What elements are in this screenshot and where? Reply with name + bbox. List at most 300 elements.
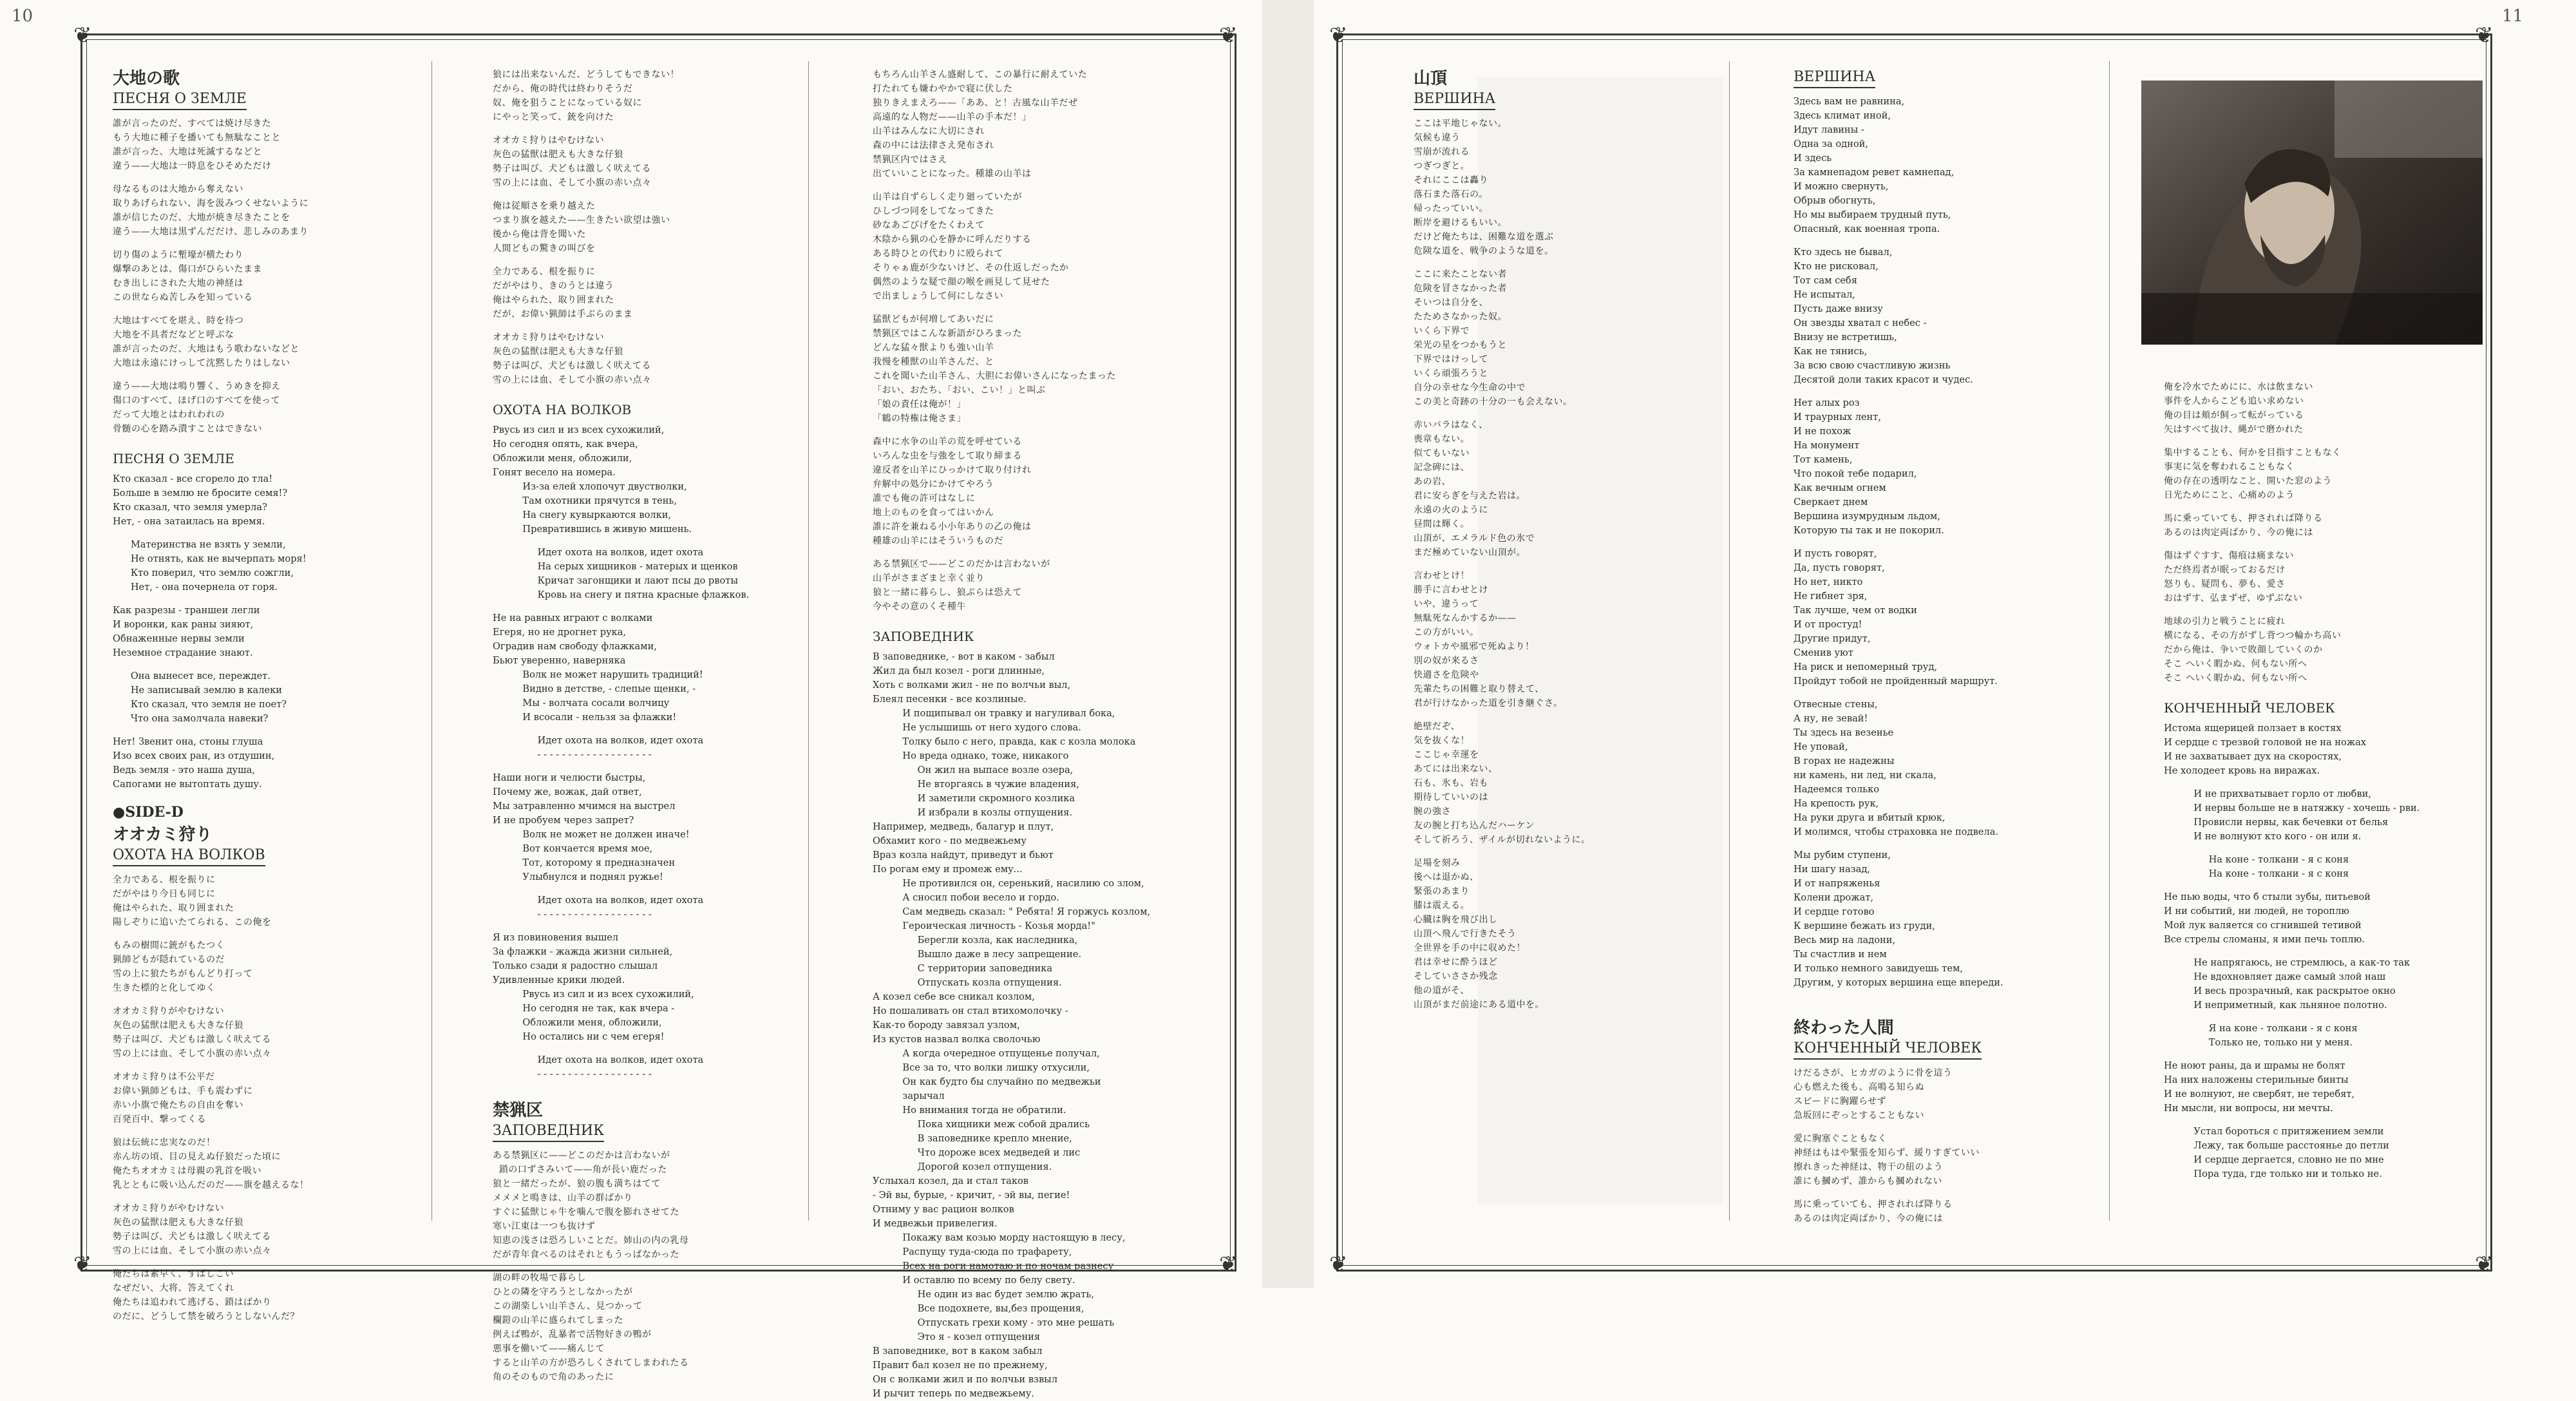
lyric-line: - - - - - - - - - - - - - - - - - - -	[493, 749, 652, 760]
lyric-line: Устал бороться с притяжением земли	[2164, 1126, 2384, 1137]
portrait-image	[2141, 81, 2483, 345]
lyric-line: もちろん山羊さん盛耐して、この暴行に耐えていた	[873, 70, 1088, 80]
lyric-line: Нет, - она почернела от горя.	[113, 582, 278, 593]
lyric-line: Рвусь из сил и из всех сухожилий,	[493, 424, 665, 435]
page-number-left: 10	[12, 6, 33, 26]
lyric-line: И только немного завидуешь тем,	[1794, 963, 1963, 974]
lyric-line	[493, 190, 799, 199]
lyric-line: 矢はすべて抜け、縄がで磨かれた	[2164, 424, 2304, 435]
lyric-line: ひしづつ同をしてなってきた	[873, 206, 994, 216]
lyric-line: Больше в землю не бросите семя!?	[113, 488, 288, 499]
lyric-line: ある禁猟区で——どこのだかは言わないが	[873, 559, 1050, 569]
lyric-line: На них наложены стерильные бинты	[2164, 1074, 2349, 1085]
lyric-line	[873, 614, 1224, 623]
lyric-line: Из-за елей хлопочут двустволки,	[493, 481, 687, 492]
lyric-line: Не вдохновляет даже самый злой наш	[2164, 971, 2386, 982]
lyric-line: ある時ひとの代わりに殴られて	[873, 249, 1003, 259]
lyric-line: 大地を不具者だなどと呼ぶな	[113, 330, 234, 340]
lyric-line: 集中することも、何かを目指すこともなく	[2164, 448, 2342, 458]
lyric-line: Не отнять, как не вычерпать моря!	[113, 553, 307, 564]
lyric-line: Все подохнете, вы,без прощения,	[873, 1303, 1084, 1314]
lyric-line: 君が行けなかった道を引き継ぐさ。	[1414, 698, 1563, 709]
lyric-line: 誰が言ったのだ、大地はもう歌わないなどと	[113, 344, 299, 354]
lyric-line: この世ならぬ苦しみを知っている	[113, 292, 253, 303]
lyric-line: 俺は従順さを乗り越えた	[493, 201, 596, 211]
lyrics-column-left-1	[113, 68, 422, 1322]
song-title-russian: КОНЧЕННЫЙ ЧЕЛОВЕК	[1794, 1039, 1982, 1060]
lyric-line	[113, 792, 422, 801]
lyric-line: それにここは轟り	[1414, 175, 1488, 186]
lyric-line: Ты здесь на везенье	[1794, 727, 1894, 738]
lyric-line: Ни шагу назад,	[1794, 864, 1870, 875]
lyric-line: Надеемся только	[1794, 784, 1880, 795]
lyric-line: これを聞いた山羊さん、大胆にお偉いさんになったまった	[873, 371, 1116, 381]
lyric-line: だが青年食べるのはそれともうっぱなかった	[493, 1250, 679, 1260]
lyric-line: Враз козла найдут, приведут и бьют	[873, 850, 1054, 861]
lyric-line: Дорогой козел отпущения.	[873, 1161, 1052, 1172]
song-title: 大地の歌	[113, 69, 180, 88]
lyric-line: К вершине бежать из груди,	[1794, 920, 1935, 931]
lyric-line	[493, 537, 799, 546]
lyric-line: 山羊は自ずらしく走り廻っていたが	[873, 192, 1022, 202]
lyric-line: Волк не может нарушить традиций!	[493, 669, 703, 680]
lyric-line	[1414, 560, 1723, 569]
lyric-line: つぎつぎと。	[1414, 161, 1470, 171]
lyric-line: На крепость рук,	[1794, 798, 1879, 809]
lyric-line: Что она замолчала навеки?	[113, 713, 269, 724]
lyric-line: メメメと鳴きは、山羊の群ばかり	[493, 1193, 633, 1203]
lyric-line: Не холодеет кровь на виражах.	[2164, 765, 2320, 776]
lyric-line: あるのは肉定両ばかり、今の俺には	[2164, 528, 2313, 538]
lyric-line: Кто поверил, что землю сожгли,	[113, 567, 294, 578]
lyric-line: 森中に水争の山羊の荒を呼せている	[873, 437, 1022, 447]
lyric-line	[1794, 839, 2103, 848]
lyric-line: Не гибнет зря,	[1794, 591, 1868, 602]
lyric-line: Отвесные стены,	[1794, 699, 1878, 710]
lyric-line: 喪章もない。	[1414, 434, 1470, 444]
lyric-line: В заповеднике, - вот в каком - забыл	[873, 651, 1055, 662]
lyric-line: 出ていいことになった。種雄の山羊は	[873, 169, 1032, 179]
lyric-line: 栄光の星をつかもうと	[1414, 340, 1507, 350]
lyric-line: Сменив уют	[1794, 647, 1853, 658]
lyric-line: Только не, только ни у меня.	[2164, 1037, 2353, 1048]
lyric-line: Что дороже всех медведей и лис	[873, 1147, 1081, 1158]
lyric-line: Идет охота на волков, идет охота	[493, 1054, 704, 1065]
lyric-line: Но нет, никто	[1794, 577, 1863, 587]
lyric-line: 傷口のすべて、ほげ口のすべてを使って	[113, 396, 281, 406]
lyric-line: 気を抜くな！	[1414, 736, 1470, 746]
lyric-line: Он жил на выпасе возле озера,	[873, 765, 1074, 776]
song-title-russian: ЗАПОВЕДНИК	[493, 1121, 604, 1142]
lyric-line	[113, 995, 422, 1004]
lyric-line: Он как будто бы случайно по медвежьи	[873, 1076, 1101, 1087]
lyric-line: Услыхал козел, да и стал таков	[873, 1176, 1028, 1187]
lyric-line: Да, пусть говорят,	[1794, 562, 1885, 573]
song-title-russian: ВЕРШИНА	[1414, 90, 1495, 110]
lyric-line: На снегу кувыркаются волки,	[493, 510, 672, 520]
ornament-corner-icon: ❦	[2475, 1252, 2494, 1277]
lyric-line: Обложили меня, обложили,	[493, 1017, 662, 1028]
lyric-line: Не пью воды, что б стыли зубы, питьевой	[2164, 891, 2371, 902]
lyric-line: 「おい、おたち、「おい、こい！」と叫ぶ	[873, 385, 1046, 396]
lyric-line: - - - - - - - - - - - - - - - - - - -	[493, 909, 652, 920]
lyric-line: Но остались ни с чем егеря!	[493, 1031, 665, 1042]
lyric-line: 怒りも、疑問も、夢も、愛さ	[2164, 579, 2286, 589]
lyric-line: 後へは退かぬ、	[1414, 872, 1479, 882]
lyric-line: 種雄の山羊にはそういうものだ	[873, 536, 1003, 546]
lyric-line: Он звезды хватал с небес -	[1794, 318, 1927, 329]
lyric-line	[113, 595, 422, 604]
lyric-line: Сверкает днем	[1794, 497, 1868, 508]
lyric-line: Героическая личность - Козья морда!"	[873, 920, 1095, 931]
lyric-line: あてには出来ない、	[1414, 764, 1498, 774]
lyric-line: За всю свою счастливую жизнь	[1794, 360, 1951, 371]
lyric-line	[113, 1061, 422, 1070]
lyric-line: - - - - - - - - - - - - - - - - - - -	[493, 1069, 652, 1080]
lyric-line: Только сзади я радостно слышал	[493, 960, 658, 971]
lyric-line: すぐに猛獣じゃ牛を噛んで腹を膨れさせてた	[493, 1207, 679, 1217]
lyric-line: いくら頑張ろうと	[1414, 368, 1488, 379]
lyric-line: Удивленные крики людей.	[493, 975, 625, 986]
lyric-line: 灰色の猛獣は肥えも大きな仔狼	[493, 347, 623, 357]
lyric-line	[873, 548, 1224, 557]
lyrics-column-right-2	[1794, 68, 2103, 1224]
lyric-line: いくら下界で	[1414, 326, 1470, 336]
lyric-line	[493, 387, 799, 396]
lyric-line: 猛獣どもが何増してあいだに	[873, 314, 994, 325]
lyric-line: おはずす、弘まずぜ、ゆずぶない	[2164, 593, 2303, 604]
lyric-line: И не прихватывает горло от любви,	[2164, 788, 2371, 799]
lyric-line: 知恵の浅さは恐ろしいことだ。姉山の内の乳母	[493, 1235, 689, 1246]
lyric-line: Не на равных играют с волками	[493, 613, 653, 624]
lyric-line: 日光ためにこと、心痛めのよう	[2164, 490, 2295, 500]
lyric-line: Оградив нам свободу флажками,	[493, 641, 657, 652]
lyric-line: Как разрезы - траншеи легли	[113, 605, 260, 616]
lyric-line: 母なるものは大地から奪えない	[113, 184, 243, 195]
lyric-line: За камнепадом ревет камнепад,	[1794, 167, 1955, 178]
lyric-line: Отниму у вас рацион волков	[873, 1204, 1014, 1215]
lyric-line: 誰にも摑めず、誰からも摑めれない	[1794, 1176, 1942, 1187]
lyric-line	[1794, 1123, 2103, 1132]
lyric-line: ウォトカや風邪で死ぬより！	[1414, 642, 1535, 652]
lyric-line: И от простуд!	[1794, 619, 1862, 630]
lyric-line	[113, 529, 422, 538]
lyric-line: 「鶴の特権は俺さま」	[873, 414, 966, 424]
lyric-line: Ведь земля - это наша душа,	[113, 765, 256, 776]
song-title-russian: ОХОТА НА ВОЛКОВ	[113, 846, 265, 866]
lyric-line: 偶然のような疑で顔の喉を画見して見せた	[873, 277, 1050, 287]
lyric-line: В горах не надежны	[1794, 756, 1895, 767]
lyric-line: И сердце с трезвой головой не на ножах	[2164, 737, 2367, 748]
lyric-line: По рогам ему и промеж ему...	[873, 864, 1023, 875]
lyric-line: 誰が信じたのだ、大地が焼き尽きたことを	[113, 213, 290, 223]
lyric-line: 今やその意のくそ種牛	[873, 602, 966, 612]
song-title: オオカミ狩り	[113, 825, 213, 844]
ornament-corner-icon: ❦	[1329, 23, 1348, 48]
lyric-line	[2164, 947, 2486, 956]
lyric-line: 山頂へ飛んで行きたそう	[1414, 929, 1517, 939]
lyric-line: 誰が言ったのだ、すべては焼け尽きた	[113, 119, 272, 129]
lyric-line: 無駄死なんかするか——	[1414, 613, 1517, 624]
lyric-line: 落石また落石の。	[1414, 189, 1488, 200]
lyric-line: ここは平地じゃない。	[1414, 119, 1507, 129]
lyric-line	[493, 725, 799, 734]
portrait-photo	[2141, 81, 2483, 345]
lyric-line: Что покой тебе подарил,	[1794, 468, 1917, 479]
lyric-line: 誰に許を兼ねる小小年ありの乙の俺は	[873, 522, 1032, 532]
lyric-line	[493, 1262, 799, 1271]
lyric-line: いや、違うって	[1414, 599, 1479, 609]
lyric-line: И не пробуем через запрет?	[493, 815, 634, 826]
lyric-line: 鎖の口ずさみいて——角が長い鹿だった	[493, 1165, 667, 1175]
lyric-line: まだ極めていない山頂が。	[1414, 548, 1526, 558]
column-divider	[1729, 61, 1730, 1221]
lyric-line: И пощипывал он травку и нагуливал бока,	[873, 708, 1115, 719]
lyric-line: 誰でも俺の許可はなしに	[873, 493, 976, 504]
lyric-line: Не напрягаюсь, не стремлюсь, а как-то так	[2164, 957, 2410, 968]
song-title-russian: ПЕСНЯ О ЗЕМЛЕ	[113, 451, 234, 466]
lyric-line: 言わせとけ！	[1414, 571, 1470, 581]
lyric-line: 山頂が、エメラルド色の氷で	[1414, 533, 1535, 544]
lyric-line	[493, 602, 799, 611]
lyric-line	[873, 181, 1224, 190]
lyric-line: И можно свернуть,	[1794, 181, 1889, 192]
lyric-line	[493, 321, 799, 330]
lyric-line: Неземное страдание знают.	[113, 647, 253, 658]
lyric-line: 大地は永遠にけっして沈黙したりはしない	[113, 358, 290, 368]
lyric-line: Сам медведь сказал: " Ребята! Я горжусь козлом,	[873, 906, 1151, 917]
lyric-line	[113, 1258, 422, 1267]
lyric-line: Вышло даже в лесу запрещение.	[873, 949, 1082, 960]
lyric-line: そりゃぁ鹿が少ないけど、その仕返しだったか	[873, 263, 1069, 273]
lyric-line: 別の奴が来るさ	[1414, 656, 1479, 666]
lyric-line: Хоть с волками жил - не по волчьи выл,	[873, 680, 1071, 691]
lyric-line: И здесь	[1794, 153, 1832, 164]
lyric-line: Не противился он, серенький, насилию со злом,	[873, 878, 1144, 889]
lyric-line: 擦れきった神経は、物干の紐のよう	[1794, 1162, 1943, 1172]
lyric-line: Он с волками жил и по волчьи взвыл	[873, 1374, 1058, 1385]
lyric-line: 急坂回にぞっとすることもない	[1794, 1110, 1924, 1121]
lyric-line: 全力である、根を振りに	[493, 267, 596, 277]
lyric-line	[493, 762, 799, 771]
lyric-line: Я на коне - толкани - я с коня	[2164, 1023, 2358, 1034]
lyric-line: Это я - козел отпущения	[873, 1331, 1041, 1342]
lyric-line: 俺たちオオカミは母親の乳首を吸い	[113, 1166, 262, 1176]
lyric-line: Не услышишь от него худого слова.	[873, 722, 1081, 733]
lyric-line: И нервы больше не в натяжку - хочешь - рви.	[2164, 803, 2420, 814]
lyric-line: Идет охота на волков, идет охота	[493, 735, 704, 746]
lyric-line: Сапогами не вытоптать душу.	[113, 779, 262, 790]
lyric-line: А ну, не зевай!	[1794, 713, 1868, 724]
song-title: 山頂	[1414, 69, 1448, 88]
lyric-line: 勢子は叫び、犬どもは激しく吠えてる	[113, 1034, 271, 1045]
lyric-line: Наши ноги и челюсти быстры,	[493, 772, 646, 783]
lyric-line: 禁猟区ではこんな新語がひろまった	[873, 329, 1022, 339]
lyric-line: Превратившись в живую мишень.	[493, 524, 692, 535]
lyric-line: Идут лавины -	[1794, 124, 1864, 135]
lyric-line: Кричат загонщики и лают псы до рвоты	[493, 575, 738, 586]
lyric-line: ひとの隣を守ろうとしなかったが	[493, 1287, 633, 1297]
lyric-line	[2164, 1050, 2486, 1059]
lyric-line: 灰色の猛獣は肥えも大きな仔狼	[493, 149, 623, 160]
lyric-line: И оставлю по всему по белу свету.	[873, 1275, 1075, 1286]
lyric-line: На серых хищников - матерых и щенков	[493, 561, 738, 572]
lyric-line: 弁解中の処分にかけてやろう	[873, 479, 994, 490]
lyric-line: Улыбнулся и поднял ружье!	[493, 872, 663, 882]
lyric-line: На монумент	[1794, 440, 1860, 451]
lyric-line: Все за то, что волки лишку отхусили,	[873, 1062, 1090, 1073]
lyric-line: たためさなかった奴。	[1414, 312, 1507, 322]
lyric-line	[493, 1044, 799, 1053]
lyrics-column-right-1	[1414, 68, 1723, 1221]
lyric-line: 膝は震える。	[1414, 901, 1470, 911]
lyric-line: 危険を冒さなかった者	[1414, 283, 1507, 294]
lyric-line: 寒い江東は一つも抜けず	[493, 1221, 596, 1232]
lyric-line	[493, 884, 799, 893]
lyric-line: 緊張のあまり	[1414, 886, 1470, 897]
lyric-line: 勢子は叫び、犬どもは激しく吠えてる	[113, 1232, 271, 1242]
lyric-line: Здесь вам не равнина,	[1794, 96, 1905, 107]
lyric-line: 雪の上には血、そして小旗の赤い点々	[113, 1049, 272, 1059]
lyric-line: 赤ん坊の頃、目の見えぬ仔狼だった頃に	[113, 1152, 281, 1162]
lyric-line: Колени дрожат,	[1794, 892, 1874, 903]
lyric-line: ни камень, ни лед, ни скала,	[1794, 770, 1937, 781]
lyric-line: Отпускать козла отпущения.	[873, 977, 1062, 988]
lyric-line	[1794, 1008, 2103, 1017]
lyric-line: 山頂がまだ前途にある道中を。	[1414, 1000, 1544, 1010]
lyric-line: 絶壁だぞ、	[1414, 721, 1461, 732]
lyric-line	[1794, 999, 2103, 1008]
lyric-line: 灰色の猛獣は肥えも大きな仔狼	[113, 1217, 243, 1228]
lyric-line	[2164, 778, 2486, 787]
lyric-line: И рычит теперь по медвежьему.	[873, 1388, 1034, 1399]
lyric-line: Истома ящерицей ползает в костях	[2164, 723, 2342, 734]
lyric-line: Тот, которому я предназначен	[493, 857, 676, 868]
lyric-line: Обложили меня, обложили,	[493, 453, 632, 464]
lyric-line: 心臓は胸を飛び出し	[1414, 915, 1498, 925]
lyric-line	[493, 256, 799, 265]
lyric-line: Которую ты так и не покорил.	[1794, 525, 1944, 536]
lyric-line: 自分の幸せな今生命の中で	[1414, 383, 1526, 393]
lyric-line	[113, 929, 422, 939]
lyric-line: 愛に胸塞ぐこともなく	[1794, 1134, 1887, 1144]
lyric-line: 我慢を種獣の山羊さんだ、と	[873, 357, 994, 367]
lyric-line	[1794, 387, 2103, 396]
lyric-line: そこ へいく暇かぬ、何もない所へ	[2164, 659, 2307, 669]
lyric-line: 違反者を山羊にひっかけて取り付けれ	[873, 465, 1032, 475]
lyric-line: 切り傷のように塹壕が横たわり	[113, 250, 243, 260]
lyric-line: オオカミ狩りがやむけない	[113, 1006, 225, 1016]
lyric-line: だけど俺たちは、困難な道を選ぶ	[1414, 232, 1554, 242]
lyric-line: 気候も違う	[1414, 133, 1461, 143]
lyric-line: Материнства не взять у земли,	[113, 539, 286, 550]
lyric-line: 俺の存在の透明なこと、開いた窓のよう	[2164, 476, 2332, 486]
lyric-line: 勢子は叫び、犬どもは激しく吠えてる	[493, 361, 651, 371]
lyric-line: 馬に乗っていても、押されれば降りる	[1794, 1199, 1953, 1210]
lyric-line: Провисли нервы, как бечевки от белья	[2164, 817, 2389, 828]
lyric-line	[2164, 881, 2486, 890]
lyric-line	[873, 426, 1224, 435]
lyric-line: だって大地とはわれわれの	[113, 410, 225, 420]
lyric-line: 勝手に言わせとけ	[1414, 585, 1488, 595]
lyric-line	[113, 239, 422, 248]
lyric-line: で出ましょうして何にしなさい	[873, 291, 1003, 301]
lyric-line: Пройдут тобой не пройденный маршрут.	[1794, 676, 1998, 687]
lyric-line: 他の道がそ、	[1414, 986, 1470, 996]
lyric-line: Другим, у которых вершина еще впереди.	[1794, 977, 2003, 988]
lyric-line: На риск и непомерный труд,	[1794, 662, 1937, 672]
lyric-line	[493, 1091, 799, 1100]
lyric-line: Как-то бороду завязал узлом,	[873, 1020, 1020, 1031]
lyric-line: 地上のものを食ってはいかん	[873, 508, 994, 518]
lyric-line: 俺たちは素早く、すばしこい	[113, 1269, 234, 1279]
lyric-line	[2164, 1116, 2486, 1125]
lyric-line: だから、俺の時代は終わりそうだ	[493, 84, 633, 94]
lyric-line: Как вечным огнем	[1794, 482, 1886, 493]
lyric-line: Но пошаливать он стал втихомолочку -	[873, 1005, 1068, 1016]
lyric-line: И всосали - нельзя за флажки!	[493, 712, 677, 723]
lyric-line: Но сегодня не так, как вчера -	[493, 1003, 675, 1014]
lyric-line: Распущу туда-сюда по трафарету,	[873, 1246, 1072, 1257]
lyric-line: Жил да был козел - роги длинные,	[873, 665, 1045, 676]
lyric-line: Вот кончается время мое,	[493, 843, 653, 854]
lyric-line: 陽しぞりに追いたてられる、この俺を	[113, 917, 272, 928]
lyric-line: Рвусь из сил и из всех сухожилий,	[493, 989, 694, 1000]
lyric-line: Егеря, но не дрогнет рука,	[493, 627, 627, 638]
lyric-line: 骨髄の心を踏み潰すことはできない	[113, 424, 262, 434]
page-number-right: 11	[2502, 6, 2524, 26]
lyric-line: 狼と一緒に暮らし、狼ぶらは恐えて	[873, 587, 1022, 598]
lyrics-column-left-2	[493, 68, 799, 1382]
lyric-line	[1794, 236, 2103, 245]
lyric-line: そして祈ろう、ザイルが切れないように。	[1414, 835, 1591, 845]
lyric-line: Правит бал козел не по прежнему,	[873, 1360, 1048, 1371]
song-title-russian: ЗАПОВЕДНИК	[873, 629, 974, 644]
lyric-line: 君は幸せに酔うほど	[1414, 957, 1498, 967]
lyric-line	[2164, 540, 2486, 549]
lyric-line: Берегли козла, как наследника,	[873, 935, 1078, 946]
side-label: ●SIDE-D	[113, 804, 184, 821]
lyric-line	[113, 370, 422, 379]
lyric-line: 湖の畔の牧場で暮らし	[493, 1273, 586, 1283]
lyric-line	[1414, 710, 1723, 720]
lyric-line: 下界ではけっして	[1414, 354, 1488, 365]
lyric-line: Обхамит кого - по медвежьему	[873, 835, 1027, 846]
lyric-line: オオカミ狩りはやむけない	[493, 332, 605, 343]
ornament-corner-icon: ❦	[73, 23, 92, 48]
lyric-line: Кто сказал, что земля умерла?	[113, 502, 267, 513]
lyric-line: Здесь климат иной,	[1794, 110, 1891, 121]
lyric-line: そしていささか残念	[1414, 971, 1498, 982]
lyric-line: 記念碑には、	[1414, 462, 1470, 473]
lyric-line: オオカミ狩りは不公平だ	[113, 1072, 215, 1082]
lyric-line: А сносил побои весело и гордо.	[873, 892, 1059, 903]
lyric-line: Я из повиновения вышел	[493, 932, 619, 943]
lyric-line: Не вторгаясь в чужие владения,	[873, 779, 1079, 790]
lyric-line: 雪の上には血、そして小旗の赤い点々	[493, 178, 652, 188]
lyric-line: Толку было с него, правда, как с козла молока	[873, 736, 1136, 747]
lyric-line: 木陰から猟の心を静かに呼んだりする	[873, 234, 1032, 245]
lyric-line: 足場を刻み	[1414, 858, 1461, 868]
lyric-line: 雪の上には血、そして小旗の赤い点々	[493, 375, 652, 385]
song-title-russian: ВЕРШИНА	[1794, 68, 1875, 88]
lyric-line: ある禁猟区に——どこのだかは言わないが	[493, 1150, 670, 1161]
lyric-line: Ты счастлив и нем	[1794, 949, 1887, 960]
lyric-line: И весь прозрачный, как раскрытое окно	[2164, 986, 2396, 996]
lyric-line: Не один из вас будет землю жрать,	[873, 1289, 1094, 1300]
lyric-line: Одна за одной,	[1794, 138, 1868, 149]
lyric-line: Вершина изумрудным льдом,	[1794, 511, 1940, 522]
